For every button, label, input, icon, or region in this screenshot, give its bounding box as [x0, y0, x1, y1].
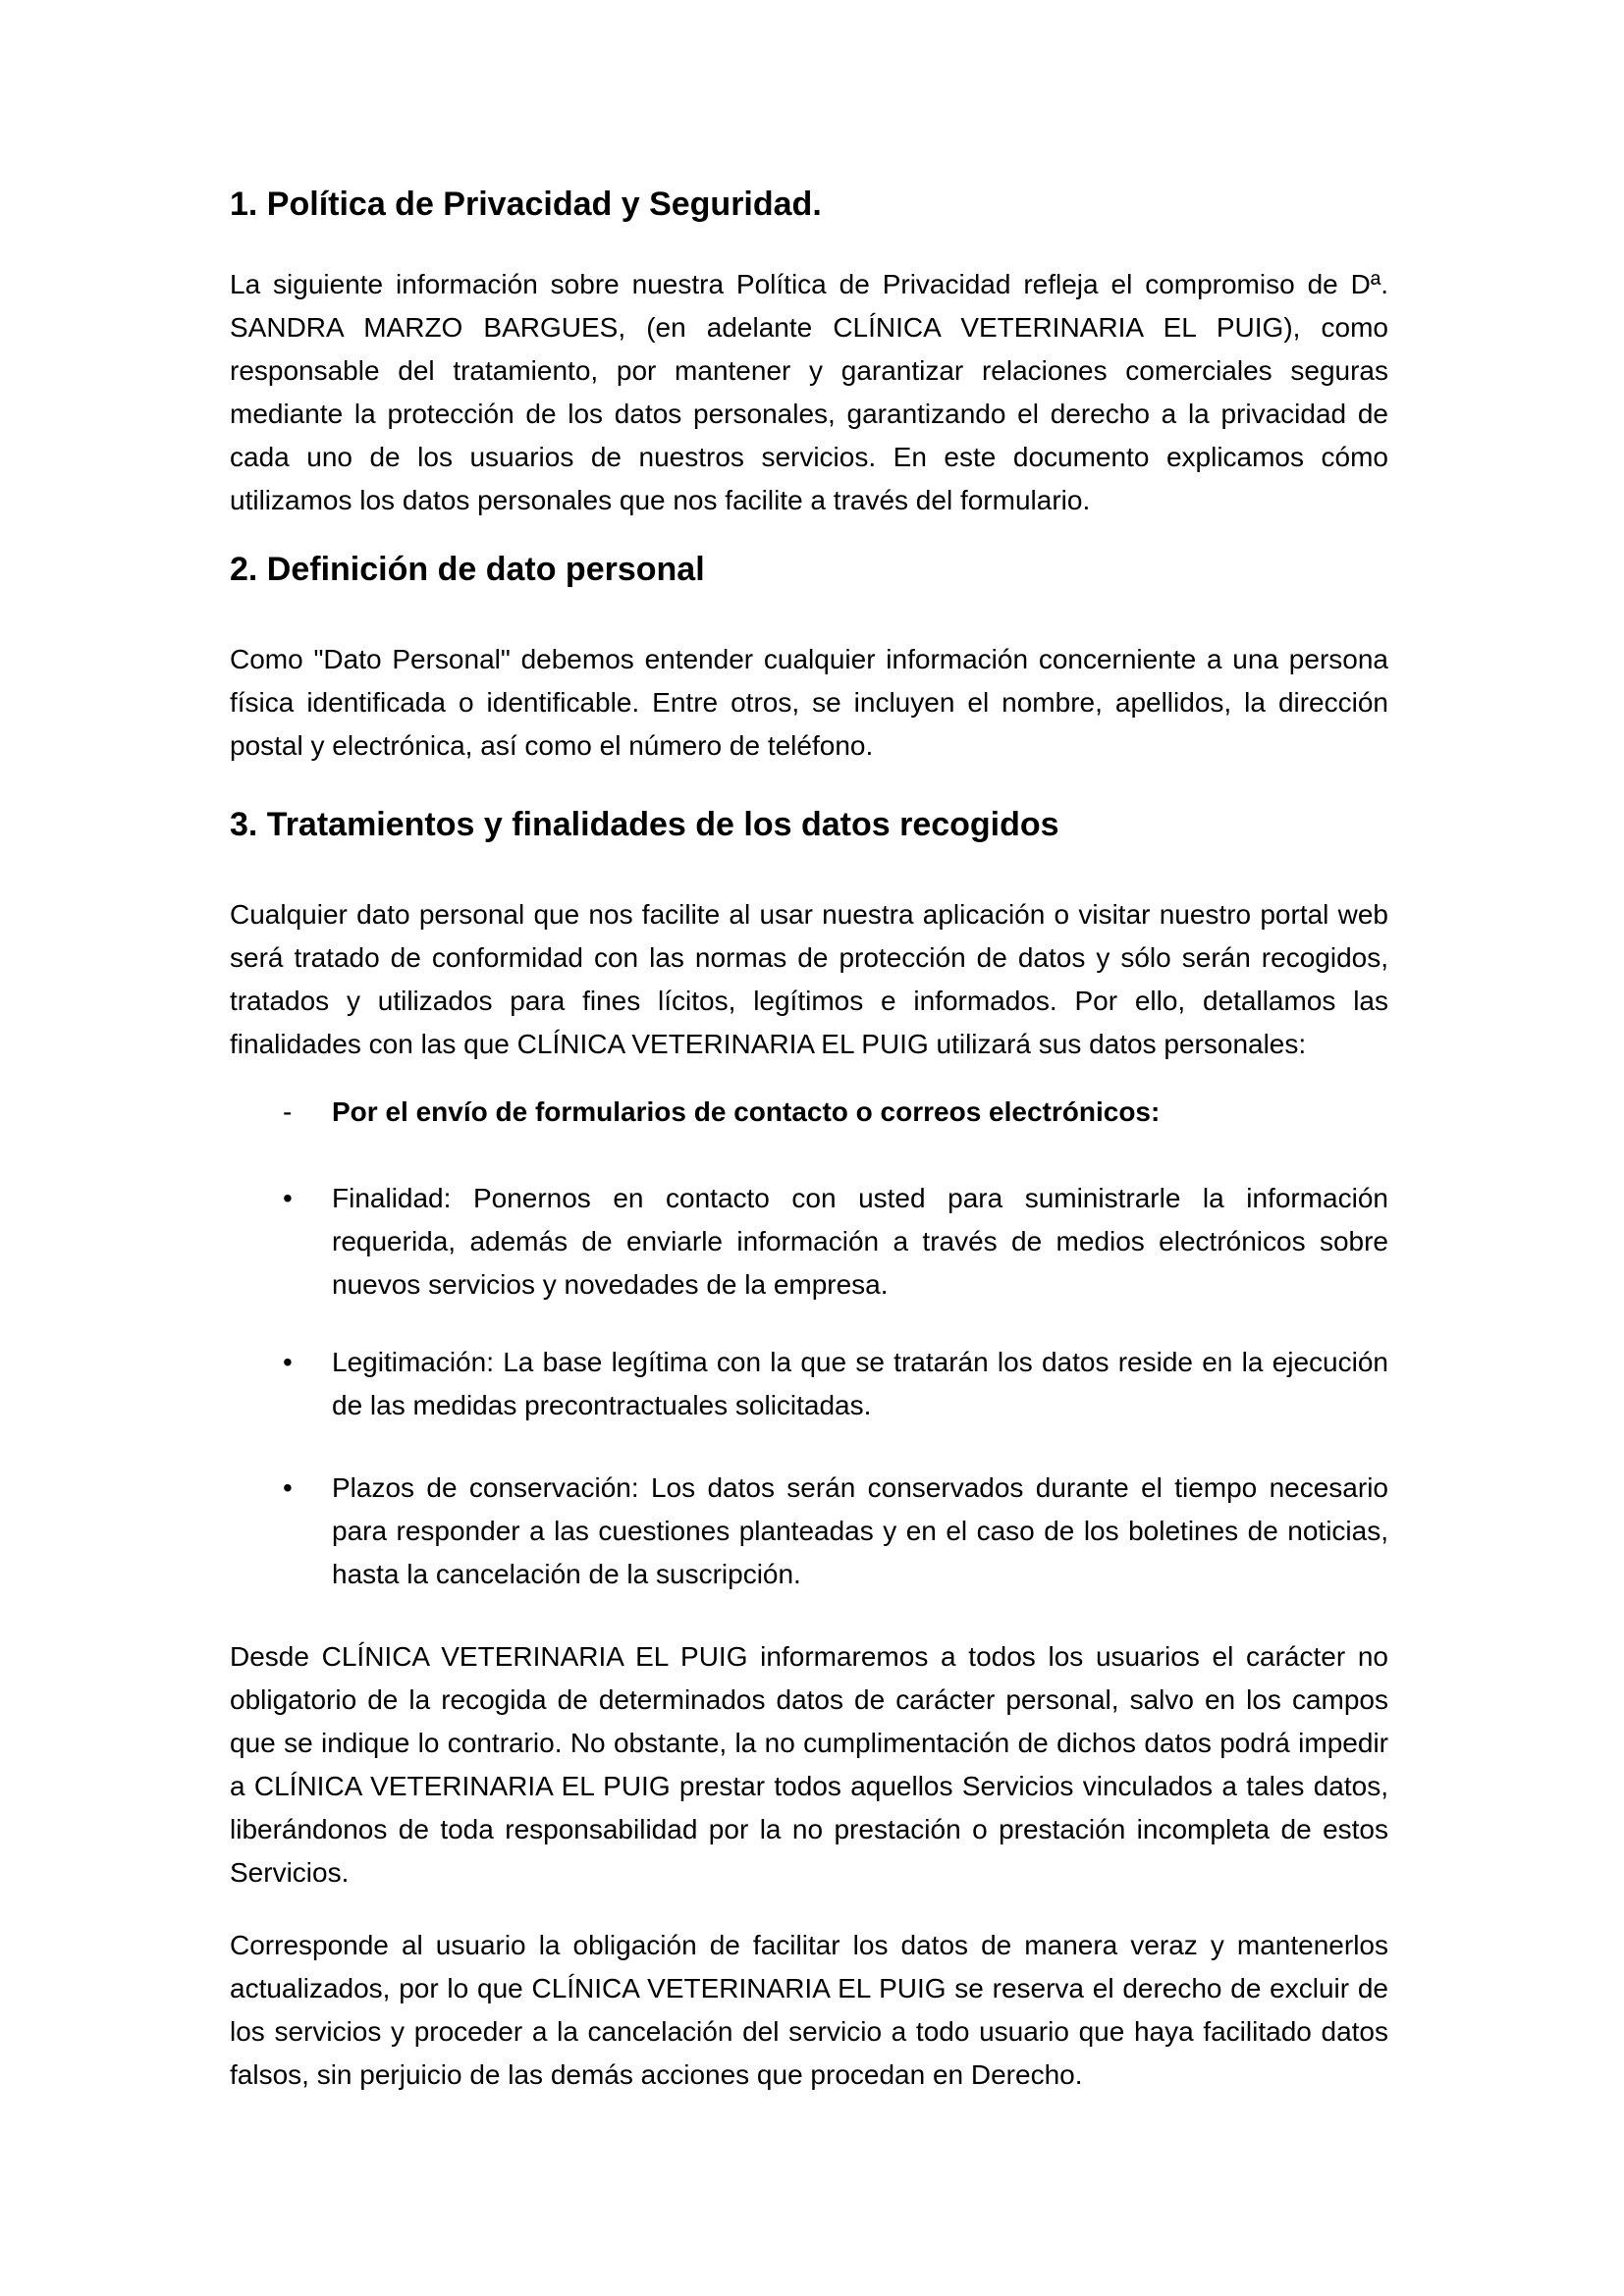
bullet-marker: • [283, 1183, 293, 1213]
paragraph-personal-data-definition: Como "Dato Personal" debemos entender cualquier información concerniente a una persona física identificada o identificable. Entre otros, se incluyen el nombre, apellidos, la dirección postal y electrónica, así como el número de teléfono. [230, 644, 1388, 761]
section-heading-privacy-policy: 1. Política de Privacidad y Seguridad. [230, 186, 822, 223]
list-item-text: Finalidad: Ponernos en contacto con usted para suministrarle la información requerida, además de enviarle información a través de medios electrónicos sobre nuevos servicios y novedades de la empresa. [332, 1183, 1388, 1300]
list-item-text: Legitimación: La base legítima con la que se tratarán los datos reside en la ejecución de las medidas precontractuales solicitadas. [332, 1347, 1388, 1420]
paragraph-privacy-intro: La siguiente información sobre nuestra Política de Privacidad refleja el compromiso de Dª. SANDRA MARZO BARGUES, (en adelante CLÍNICA VETERINARIA EL PUIG), como responsable del tratamiento, por mantener y garantizar relaciones comerciales seguras mediante la protección de los datos personales, garantizando el derecho a la privacidad de cada uno de los usuarios de nuestros servicios. En este documento explicamos cómo utilizamos los datos personales que nos facilite a través del formulario. [230, 269, 1388, 515]
document-content [230, 183, 1388, 2097]
list-item-purpose [230, 1177, 1388, 1307]
bullet-marker: • [283, 1472, 293, 1503]
paragraph-data-processing-intro: Cualquier dato personal que nos facilite al usar nuestra aplicación o visitar nuestro portal web será tratado de conformidad con las normas de protección de datos y sólo serán recogidos, tratados y utilizados para fines lícitos, legítimos e informados. Por ello, detallamos las finalidades con las que CLÍNICA VETERINARIA EL PUIG utilizará sus datos personales: [230, 899, 1388, 1059]
list-item-text: Por el envío de formularios de contacto o correos electrónicos: [332, 1096, 1161, 1127]
bullet-marker: • [283, 1347, 293, 1377]
list-item-text: Plazos de conservación: Los datos serán conservados durante el tiempo necesario para responder a las cuestiones planteadas y en el caso de los boletines de noticias, hasta la cancelación de la suscripción. [332, 1472, 1388, 1589]
paragraph-user-obligation: Corresponde al usuario la obligación de facilitar los datos de manera veraz y mantenerlos actualizados, por lo que CLÍNICA VETERINARIA EL PUIG se reserva el derecho de excluir de los servicios y proceder a la cancelación del servicio a todo usuario que haya facilitado datos falsos, sin perjuicio de las demás acciones que procedan en Derecho. [230, 1930, 1388, 2090]
paragraph-optional-data-notice: Desde CLÍNICA VETERINARIA EL PUIG informaremos a todos los usuarios el carácter no obligatorio de la recogida de determinados datos de carácter personal, salvo en los campos que se indique lo contrario. No obstante, la no cumplimentación de dichos datos podrá impedir a CLÍNICA VETERINARIA EL PUIG prestar todos aquellos Servicios vinculados a tales datos, liberándonos de toda responsabilidad por la no prestación o prestación incompleta de estos Servicios. [230, 1641, 1388, 1888]
list-item-legitimation [230, 1341, 1388, 1427]
section-heading-data-processing-purposes: 3. Tratamientos y finalidades de los datos recogidos [230, 806, 1059, 843]
dash-marker: - [283, 1096, 293, 1127]
section-heading-personal-data-definition: 2. Definición de dato personal [230, 551, 705, 588]
list-item-retention-period [230, 1467, 1388, 1596]
list-item-contact-forms [230, 1091, 1388, 1134]
